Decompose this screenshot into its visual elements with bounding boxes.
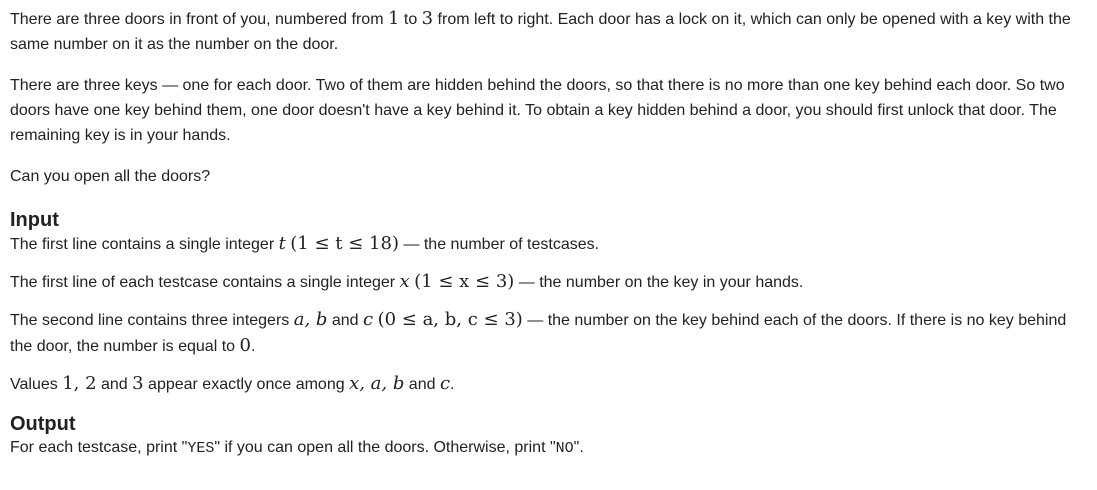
text: Values <box>10 376 63 393</box>
input-section-title: Input <box>10 209 59 231</box>
output-section-title: Output <box>10 413 76 435</box>
text: from left to right. Each door has a lock on it, which can only be opened with a key with the same number on it as the number on the door. <box>10 11 1071 53</box>
text: The first line of each testcase contains a single integer <box>10 274 400 291</box>
math-number: 0 <box>239 335 251 356</box>
math-vars: a, b <box>293 309 328 330</box>
math-vars: x, a, b <box>349 373 405 394</box>
text: ". <box>573 439 584 456</box>
text: . <box>450 376 455 393</box>
text: and <box>96 376 133 393</box>
text: There are three doors in front of you, numbered from <box>10 11 388 28</box>
code-yes: YES <box>187 440 215 457</box>
input-line-values <box>10 371 1087 397</box>
math-number: 1, 2 <box>62 373 97 394</box>
math-constraint: (1 ≤ x ≤ 3) <box>414 271 515 292</box>
text: The first line contains a single integer <box>10 236 279 253</box>
math-number: 3 <box>132 373 144 394</box>
math-var: c <box>439 373 451 394</box>
statement-paragraph-doors <box>10 6 1087 57</box>
statement-question: Can you open all the doors? <box>10 168 211 185</box>
text: — the number on the key behind each of the doors. If there is no key behind the door, the number is equal to <box>10 312 1067 355</box>
text: For each testcase, print " <box>10 439 188 456</box>
code-no: NO <box>555 440 574 457</box>
text: appear exactly once among <box>143 376 350 393</box>
math-number: 1 <box>387 8 400 29</box>
text: . <box>250 338 256 355</box>
math-number: 3 <box>421 8 434 29</box>
statement-paragraph-keys: There are three keys — one for each door. Two of them are hidden behind the doors, so that there is no more than one key behind each door. So two doors have one key behind them, one door doesn't have a key behind it. To obtain a key hidden behind a door, you should first unlock that door. The remaining key is in your hands. <box>10 77 1065 144</box>
math-var: x <box>399 271 410 292</box>
text: — the number of testcases. <box>398 236 600 253</box>
text: and <box>327 312 364 329</box>
text: The second line contains three integers <box>10 312 294 329</box>
input-line-testcases <box>10 231 1087 257</box>
input-line-keys-behind-doors <box>10 307 1087 359</box>
text: to <box>399 11 422 28</box>
text: — the number on the key in your hands. <box>514 274 804 291</box>
math-constraint: (0 ≤ a, b, c ≤ 3) <box>377 309 523 330</box>
input-line-key-in-hand <box>10 269 1087 295</box>
math-constraint: (1 ≤ t ≤ 18) <box>290 233 399 254</box>
math-var: t <box>278 233 286 254</box>
math-var: c <box>363 309 374 330</box>
text: " if you can open all the doors. Otherwise, print " <box>214 439 556 456</box>
text: and <box>404 376 440 393</box>
output-description <box>10 435 1087 461</box>
